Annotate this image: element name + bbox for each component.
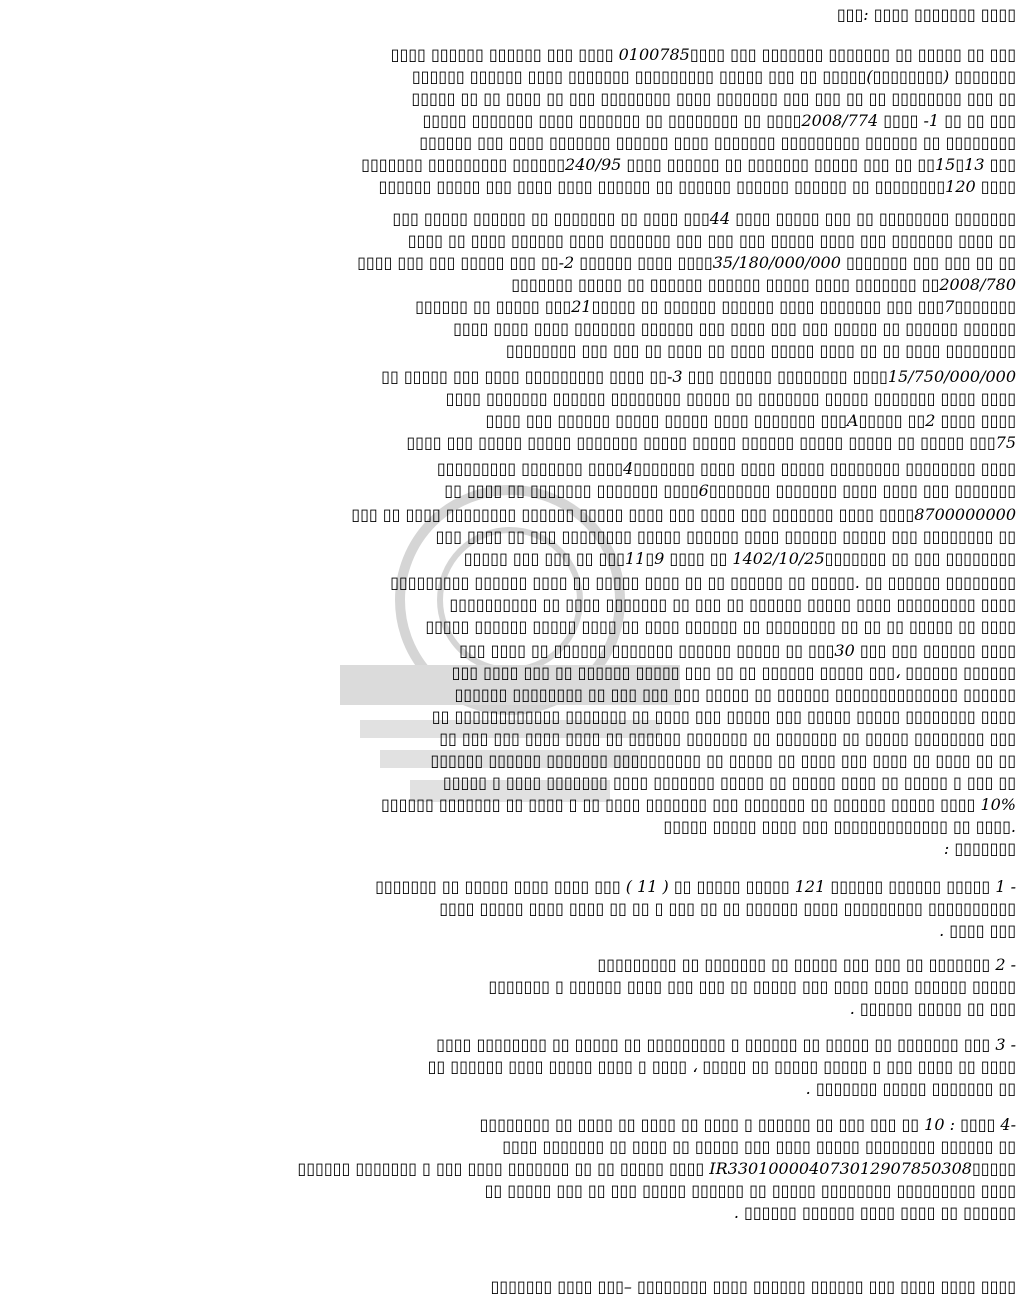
body-line: ▯▯ ▯▯▯▯ ▯▯ ▯▯▯▯▯▯▯ ▯▯▯▯▯▯▯ ▯▯▯▯6▯▯▯▯▯▯▯ ▯▯▯▯▯▯▯ ▯▯▯▯ ▯▯▯▯ ▯▯▯ ▯▯▯▯▯▯▯	[444, 481, 1016, 500]
note-line: ▯▯▯▯▯▯▯▯▯ ▯▯ ▯▯▯▯▯▯▯ ▯▯ ▯▯▯▯▯ ▯▯▯ ▯▯▯ ▯▯ ▯▯▯▯▯▯▯ 2 -	[597, 955, 1016, 974]
body-line: ▯▯▯▯▯▯▯ ▯▯▯▯▯ ▯▯ ▯▯▯▯▯▯ ▯▯▯▯▯▯ ▯▯▯▯▯ ▯▯▯▯ ▯▯▯▯▯▯▯ ▯▯2008/780	[511, 275, 1016, 294]
number: 121	[794, 877, 826, 896]
number: 240/95	[565, 155, 622, 174]
body-line: ▯▯▯▯▯▯ ▯▯▯▯▯▯ ▯▯▯▯▯▯▯ ▯▯▯▯▯▯▯▯▯▯ ▯▯ ▯▯▯▯▯ ▯▯ ▯▯▯▯ ▯▯▯ ▯▯▯▯ ▯▯ ▯▯▯▯ ▯▯ ▯▯	[430, 751, 1016, 770]
body-line: ▯▯▯▯▯ ▯▯▯▯▯ ▯▯▯▯ ▯▯▯ ▯▯▯▯▯▯▯▯▯▯▯▯▯ ▯▯ ▯▯▯▯.	[663, 817, 1016, 836]
note-line: ▯▯▯▯▯▯▯ ▯ ▯▯▯▯▯▯ ▯▯▯▯ ▯▯▯ ▯▯▯ ▯▯ ▯▯▯▯▯ ▯▯▯ ▯▯▯▯ ▯▯▯▯ ▯▯▯▯▯▯ ▯▯▯▯▯	[488, 977, 1016, 996]
body-line: ▯▯▯▯▯▯ ▯▯▯▯▯ ▯▯▯ ▯▯▯▯ ▯▯▯▯ ▯▯▯▯▯▯ ▯▯ ▯▯▯▯▯▯ ▯▯▯▯▯▯ ▯▯▯▯▯▯ ▯▯ ▯▯▯▯▯▯▯▯120 ▯▯▯▯	[378, 177, 1016, 196]
body-line: ▯▯▯▯▯ ▯▯▯▯▯▯ ▯▯▯▯▯ ▯▯▯▯ ▯▯ ▯▯▯▯ ▯▯▯▯▯▯ ▯▯ ▯▯▯▯▯▯▯▯ ▯▯ ▯▯ ▯▯ ▯▯▯▯▯ ▯▯ ▯▯▯▯	[425, 617, 1016, 636]
number: -3	[667, 367, 683, 386]
body-line: ▯▯▯▯▯ ▯ ▯▯▯▯ ▯▯▯▯▯▯▯ ▯▯▯▯ ▯▯▯▯▯▯▯ ▯▯▯▯▯ ▯▯ ▯▯▯▯▯ ▯▯▯▯ ▯▯ ▯▯▯▯▯ ▯ ▯▯▯ ▯▯	[442, 773, 1016, 792]
number: 21	[571, 297, 592, 316]
note-line: . ▯▯▯▯▯▯ ▯▯▯▯▯▯ ▯▯▯▯ ▯▯▯▯ ▯▯ ▯▯▯▯▯▯	[733, 1203, 1016, 1222]
note-number: 4-	[1000, 1115, 1016, 1134]
note-line: ▯▯▯▯▯▯▯▯ ▯▯ ▯▯▯▯ ▯▯ ▯▯▯▯ ▯▯ ▯▯▯▯ ▯ ▯▯▯▯▯▯ ▯▯ ▯▯▯ ▯▯▯ ▯▯ 10 : ▯▯▯▯ 4-	[479, 1115, 1016, 1134]
heading-number: 0100785	[618, 45, 690, 64]
number: 15/750/000/000	[887, 367, 1016, 386]
body-line: ▯▯▯▯ ▯▯▯▯▯▯▯ ▯▯▯▯▯▯ ▯▯▯▯▯▯▯▯ ▯▯▯▯▯ ▯▯ ▯▯▯▯▯▯▯ ▯▯▯▯▯ ▯▯▯▯▯▯▯ ▯▯▯▯ ▯▯▯▯	[445, 389, 1016, 408]
note-line: . ▯▯▯▯▯▯ ▯▯▯▯▯ ▯▯ ▯▯▯	[849, 999, 1016, 1018]
number: 9	[654, 549, 665, 568]
number: 120	[945, 177, 976, 196]
iban: IR330100004073012907850308	[709, 1159, 972, 1178]
body-line: ▯▯▯▯▯▯ ▯▯ ▯▯▯▯▯ ▯▯▯21▯▯▯▯▯ ▯▯ ▯▯▯▯▯▯ ▯▯▯▯▯▯ ▯▯▯▯ ▯▯▯▯▯▯▯ ▯▯▯ ▯▯▯7▯▯▯▯▯▯▯	[415, 297, 1016, 316]
note-line: ▯▯▯▯▯▯ ▯▯▯▯▯▯▯ ▯ ▯▯▯ ▯▯▯▯ ▯▯▯▯▯▯▯ ▯▯ ▯▯ ▯▯▯▯▯ ▯▯▯▯ IR330100004073012907850308▯▯▯▯▯	[297, 1159, 1016, 1178]
number: 2008/780	[939, 275, 1016, 294]
number: -1	[923, 111, 940, 130]
number: 11	[624, 549, 646, 568]
note-line: ▯▯▯▯ ▯▯▯▯▯▯▯ ▯▯ ▯▯▯▯ ▯▯ ▯▯▯▯▯ ▯▯▯ ▯▯▯▯ ▯▯▯▯▯ ▯▯▯▯▯▯▯▯ ▯▯▯▯▯▯ ▯▯	[502, 1137, 1016, 1156]
number: 13	[964, 155, 985, 174]
body-line: ▯▯ ▯▯▯▯▯ ▯▯▯ ▯▯▯▯ ▯▯▯▯▯▯▯▯▯ ▯▯▯▯ ▯▯-3 ▯▯▯ ▯▯▯▯▯▯ ▯▯▯▯▯▯▯▯ ▯▯▯▯15/750/000/000	[381, 367, 1016, 386]
number: -2	[558, 253, 575, 272]
note-number: 2 -	[995, 955, 1016, 974]
note-line: ▯▯▯▯▯▯▯ ▯▯ ▯▯▯▯▯ ▯▯▯▯ ▯▯▯▯ ▯▯▯ ( 11 ) ▯▯ ▯▯▯▯▯ ▯▯▯▯▯ 121 ▯▯▯▯▯▯ ▯▯▯▯▯▯ ▯▯▯▯▯ 1 -	[375, 877, 1016, 896]
body-line: ▯▯▯▯▯▯▯▯▯ ▯▯▯▯▯▯ ▯▯▯▯ ▯▯ ▯▯▯▯▯ ▯▯▯▯ ▯▯ ▯▯ ▯▯▯▯▯▯ ▯▯ ▯▯▯▯▯. ▯▯ ▯▯▯▯▯▯ ▯▯▯▯▯▯▯▯	[390, 573, 1016, 592]
number: 2008/774	[801, 111, 879, 130]
note-number: 1 -	[995, 877, 1016, 896]
number: 6	[698, 481, 709, 500]
notes-heading: : ▯▯▯▯▯▯▯	[943, 839, 1016, 858]
body-line: ▯▯▯▯▯▯▯▯▯▯ ▯▯ ▯▯▯▯ ▯▯▯▯▯▯▯ ▯▯ ▯▯▯ ▯▯ ▯▯▯▯▯▯ ▯▯▯▯▯ ▯▯▯▯ ▯▯▯▯▯▯▯▯▯ ▯▯▯▯	[449, 595, 1016, 614]
footer-line: ▯▯▯▯▯▯▯ ▯▯▯▯ ▯▯▯– ▯▯▯▯▯▯▯▯ ▯▯▯▯ ▯▯▯▯▯▯ ▯▯▯▯▯▯ ▯▯▯ ▯▯▯▯ ▯▯▯▯ ▯▯▯▯	[490, 1277, 1016, 1296]
body-line: ▯▯▯ ▯▯▯▯ ▯▯ ▯▯▯▯▯▯ ▯▯▯▯▯▯▯ ▯▯▯▯▯▯ ▯▯▯▯▯ ▯▯ ▯▯▯30 ▯▯▯ ▯▯▯ ▯▯▯▯▯▯ ▯▯▯▯	[459, 641, 1016, 660]
note-line: . ▯▯▯▯ ▯▯▯	[939, 921, 1016, 940]
number: 30	[834, 641, 855, 660]
number: 10 :	[924, 1115, 956, 1134]
body-line: ▯▯▯▯▯▯ ▯▯▯ ▯▯▯▯ ▯▯▯▯▯▯▯ ▯▯▯▯▯▯ ▯▯▯▯ ▯▯▯▯▯▯▯ ▯▯▯▯▯▯▯▯▯ ▯▯▯▯▯▯ ▯▯ ▯▯▯▯▯▯▯▯	[419, 133, 1016, 152]
number: 15	[934, 155, 956, 174]
body-line: ▯▯▯▯▯ ▯▯▯▯▯▯▯ ▯▯▯▯ ▯▯▯▯▯▯▯ ▯▯ ▯▯▯▯▯▯▯▯ ▯▯ ▯▯▯▯2008/774 ▯▯▯▯ -1 ▯▯ ▯▯ ▯▯▯	[422, 111, 1016, 130]
body-line: ▯▯▯▯▯ ▯▯ ▯▯ ▯▯▯▯ ▯▯ ▯▯▯ ▯▯▯▯▯▯▯▯ ▯▯▯▯ ▯▯▯▯▯▯▯ ▯▯▯ ▯▯▯ ▯▯ ▯▯ ▯▯▯▯▯▯▯▯ ▯▯▯ ▯▯	[411, 89, 1016, 108]
body-line: ▯▯▯ ▯▯ ▯▯▯▯ ▯▯▯▯▯▯▯▯ ▯▯▯▯▯▯ ▯▯▯▯▯ ▯▯▯▯ ▯▯▯ ▯▯▯▯ ▯▯▯ ▯▯▯▯▯▯▯ ▯▯▯▯ ▯▯▯▯8700000000	[351, 505, 1016, 524]
number: 44	[709, 209, 731, 228]
number: 2	[925, 411, 936, 430]
body-line: ▯▯▯▯▯▯ ▯▯▯▯▯▯ ▯▯▯▯ ▯▯▯▯▯▯▯ ▯▯▯▯▯▯▯▯▯ ▯▯▯▯▯ ▯▯▯ ▯▯ ▯▯▯▯▯(▯▯▯▯▯▯▯▯) ▯▯▯▯▯▯▯	[411, 67, 1016, 86]
note-line: ▯▯ ▯▯▯▯▯▯ ▯▯▯▯ ▯▯▯▯▯ ▯▯▯▯ ▯ ▯▯▯▯ ، ▯▯▯▯▯ ▯▯ ▯▯▯▯▯ ▯▯▯▯▯ ▯ ▯▯▯ ▯▯▯▯ ▯▯ ▯▯▯▯	[427, 1057, 1016, 1076]
number: A	[846, 411, 859, 430]
note-line: ▯▯▯▯ ▯▯▯▯▯▯▯▯ ▯▯ ▯▯▯▯▯ ▯▯ ▯▯▯▯▯▯▯▯▯ ▯ ▯▯▯▯▯▯ ▯▯ ▯▯▯▯▯ ▯▯ ▯▯▯▯▯▯▯ ▯▯▯ 3 -	[436, 1035, 1016, 1054]
body-line: ▯▯▯▯▯▯▯▯ ▯▯▯ ▯▯▯ ▯▯ ▯▯▯▯ ▯▯ ▯▯▯▯ ▯▯▯▯▯ ▯▯▯▯ ▯▯ ▯▯ ▯▯▯▯ ▯▯▯▯▯▯▯▯	[505, 341, 1016, 360]
body-line: ▯▯▯ ▯▯▯▯ ▯▯ ▯▯▯ ▯▯▯▯▯▯▯▯ ▯▯▯▯▯ ▯▯▯▯▯▯ ▯▯▯▯ ▯▯▯▯▯▯ ▯▯▯▯▯ ▯▯▯ ▯▯▯▯▯▯▯▯ ▯▯	[435, 527, 1016, 546]
percent: 10%	[980, 795, 1016, 814]
body-line: ▯▯▯ ▯▯▯▯ ▯▯▯ ▯▯ ▯▯▯▯▯▯ ▯▯▯▯▯ ▯▯▯ ▯▯ ▯▯ ▯▯▯▯▯▯ ▯▯▯▯▯ ▯▯▯، ▯▯▯▯▯▯ ▯▯▯▯▯▯	[451, 663, 1016, 682]
note-number: 3 -	[995, 1035, 1016, 1054]
number: 75	[995, 433, 1016, 452]
number: 7	[944, 297, 955, 316]
note-line: ▯▯ ▯▯▯▯▯ ▯▯▯ ▯▯ ▯▯▯ ▯▯▯▯▯ ▯▯▯▯▯▯ ▯▯ ▯▯▯▯▯ ▯▯▯▯▯▯▯▯ ▯▯▯▯▯▯▯▯▯ ▯▯▯▯	[484, 1181, 1016, 1200]
body-line: ▯▯▯▯ ▯▯▯ ▯▯▯ ▯▯▯▯▯ ▯▯▯ ▯▯-2 ▯▯▯▯▯▯ ▯▯▯▯ ▯▯▯▯35/180/000/000 ▯▯▯▯▯▯▯ ▯▯▯ ▯▯▯ ▯▯ ▯▯	[357, 253, 1016, 272]
body-line: ▯▯▯▯▯▯ ▯▯▯▯▯▯▯ ▯▯ ▯▯▯▯ ▯ ▯▯ ▯▯▯▯ ▯▯▯▯▯▯▯ ▯▯▯ ▯▯▯▯▯▯▯ ▯▯ ▯▯▯▯▯▯ ▯▯▯▯▯ ▯▯▯▯ 10%	[380, 795, 1016, 814]
date: 1402/10/25	[732, 549, 825, 568]
note-line: . ▯▯▯▯▯▯▯ ▯▯▯▯▯ ▯▯▯▯▯▯▯ ▯▯	[805, 1079, 1016, 1098]
body-line: ▯▯▯▯▯ ▯▯▯ ▯▯▯ ▯▯ ▯▯▯11▯9 ▯▯▯▯ ▯▯ 1402/10/25▯▯▯▯▯▯▯ ▯▯ ▯▯▯ ▯▯▯▯▯▯▯▯	[463, 549, 1016, 568]
body-line: ▯▯▯▯▯▯ ▯▯▯▯▯▯▯▯ ▯▯ ▯▯▯ ▯▯▯ ▯▯▯ ▯▯▯▯▯ ▯▯ ▯▯▯▯▯▯ ▯▯▯▯▯▯▯▯▯▯▯▯▯▯ ▯▯▯▯▯▯	[454, 685, 1016, 704]
number: ( 11 )	[625, 877, 669, 896]
body-line: ▯▯ ▯▯▯ ▯▯▯ ▯▯▯▯ ▯▯▯▯ ▯▯ ▯▯▯▯▯▯ ▯▯▯▯▯▯▯ ▯▯ ▯▯▯▯▯▯▯ ▯▯ ▯▯▯▯▯ ▯▯▯▯▯▯▯▯ ▯▯▯	[439, 729, 1016, 748]
body-line: ▯▯▯ ▯▯▯▯▯ ▯▯▯▯▯▯ ▯▯ ▯▯▯▯▯▯▯ ▯▯ ▯▯▯▯ ▯▯▯44 ▯▯▯▯ ▯▯▯▯▯ ▯▯▯ ▯▯ ▯▯▯▯▯▯▯▯ ▯▯▯▯▯▯▯	[392, 209, 1016, 228]
number: 8700000000	[914, 505, 1016, 524]
body-line: ▯▯▯▯ ▯▯▯ ▯▯▯▯▯▯ ▯▯▯▯▯ ▯▯▯▯▯ ▯▯▯▯ ▯▯▯▯▯▯▯ ▯▯▯A▯▯▯▯▯ ▯▯2 ▯▯▯▯ ▯▯▯▯	[485, 411, 1016, 430]
body-line: ▯▯▯▯▯▯▯ ▯▯▯▯▯▯▯▯▯ ▯▯▯▯▯▯240/95 ▯▯▯▯ ▯▯▯▯▯▯ ▯▯ ▯▯▯▯▯▯▯ ▯▯▯▯▯ ▯▯▯ ▯▯ ▯▯15▯13 ▯▯▯	[361, 155, 1016, 174]
body-line: ▯▯▯▯ ▯▯▯ ▯▯▯▯▯ ▯▯▯▯▯ ▯▯▯▯▯▯▯ ▯▯▯▯▯ ▯▯▯▯▯ ▯▯▯▯▯▯ ▯▯▯▯▯ ▯▯▯▯▯ ▯▯ ▯▯▯▯▯ ▯▯▯75	[406, 433, 1016, 452]
number: 35/180/000/000	[712, 253, 841, 272]
body-line: ▯▯▯▯▯▯▯▯▯ ▯▯▯▯▯▯▯ ▯▯▯▯4▯▯▯▯▯▯▯ ▯▯▯▯ ▯▯▯▯ ▯▯▯▯▯ ▯▯▯▯▯▯▯▯ ▯▯▯▯▯▯▯▯ ▯▯▯▯	[436, 459, 1016, 478]
body-line: ▯▯▯▯ ▯▯▯▯ ▯▯▯▯ ▯▯▯▯▯▯▯ ▯▯▯▯▯▯ ▯▯▯ ▯▯▯▯ ▯▯▯ ▯▯▯ ▯▯▯▯▯ ▯▯ ▯▯▯▯▯▯ ▯▯▯▯▯▯	[453, 319, 1016, 338]
number: 4	[623, 459, 634, 478]
body-line: ▯▯▯▯ ▯▯▯▯▯▯ ▯▯▯▯▯▯ ▯▯▯ ▯▯▯▯ 0100785▯▯▯▯ ▯▯▯ ▯▯▯▯▯▯▯ ▯▯▯▯▯▯▯ ▯▯ ▯▯▯▯▯ ▯▯ ▯▯▯	[390, 45, 1016, 64]
note-line: ▯▯▯▯ ▯▯▯▯▯ ▯▯▯▯ ▯▯▯▯ ▯▯ ▯▯ ▯ ▯▯▯ ▯▯ ▯▯ ▯▯▯▯▯▯ ▯▯▯▯ ▯▯▯▯▯▯▯▯▯ ▯▯▯▯▯▯▯▯▯▯	[439, 899, 1016, 918]
body-line: ▯▯▯▯ ▯▯ ▯▯▯▯ ▯▯▯▯▯▯ ▯▯▯▯ ▯▯▯▯▯▯▯ ▯▯▯ ▯▯▯ ▯▯▯ ▯▯▯▯▯ ▯▯▯▯ ▯▯▯ ▯▯▯▯▯▯▯ ▯▯▯▯ ▯▯	[407, 231, 1016, 250]
body-line: ▯▯ ▯▯▯▯▯▯▯▯▯▯▯▯ ▯▯▯▯▯▯▯ ▯▯ ▯▯▯▯ ▯▯▯ ▯▯▯▯▯ ▯▯▯ ▯▯▯▯▯ ▯▯▯▯▯ ▯▯▯▯▯▯▯▯ ▯▯▯▯	[431, 707, 1016, 726]
header-line: ▯▯▯: ▯▯▯▯ ▯▯▯▯▯▯▯ ▯▯▯▯	[836, 5, 1016, 24]
